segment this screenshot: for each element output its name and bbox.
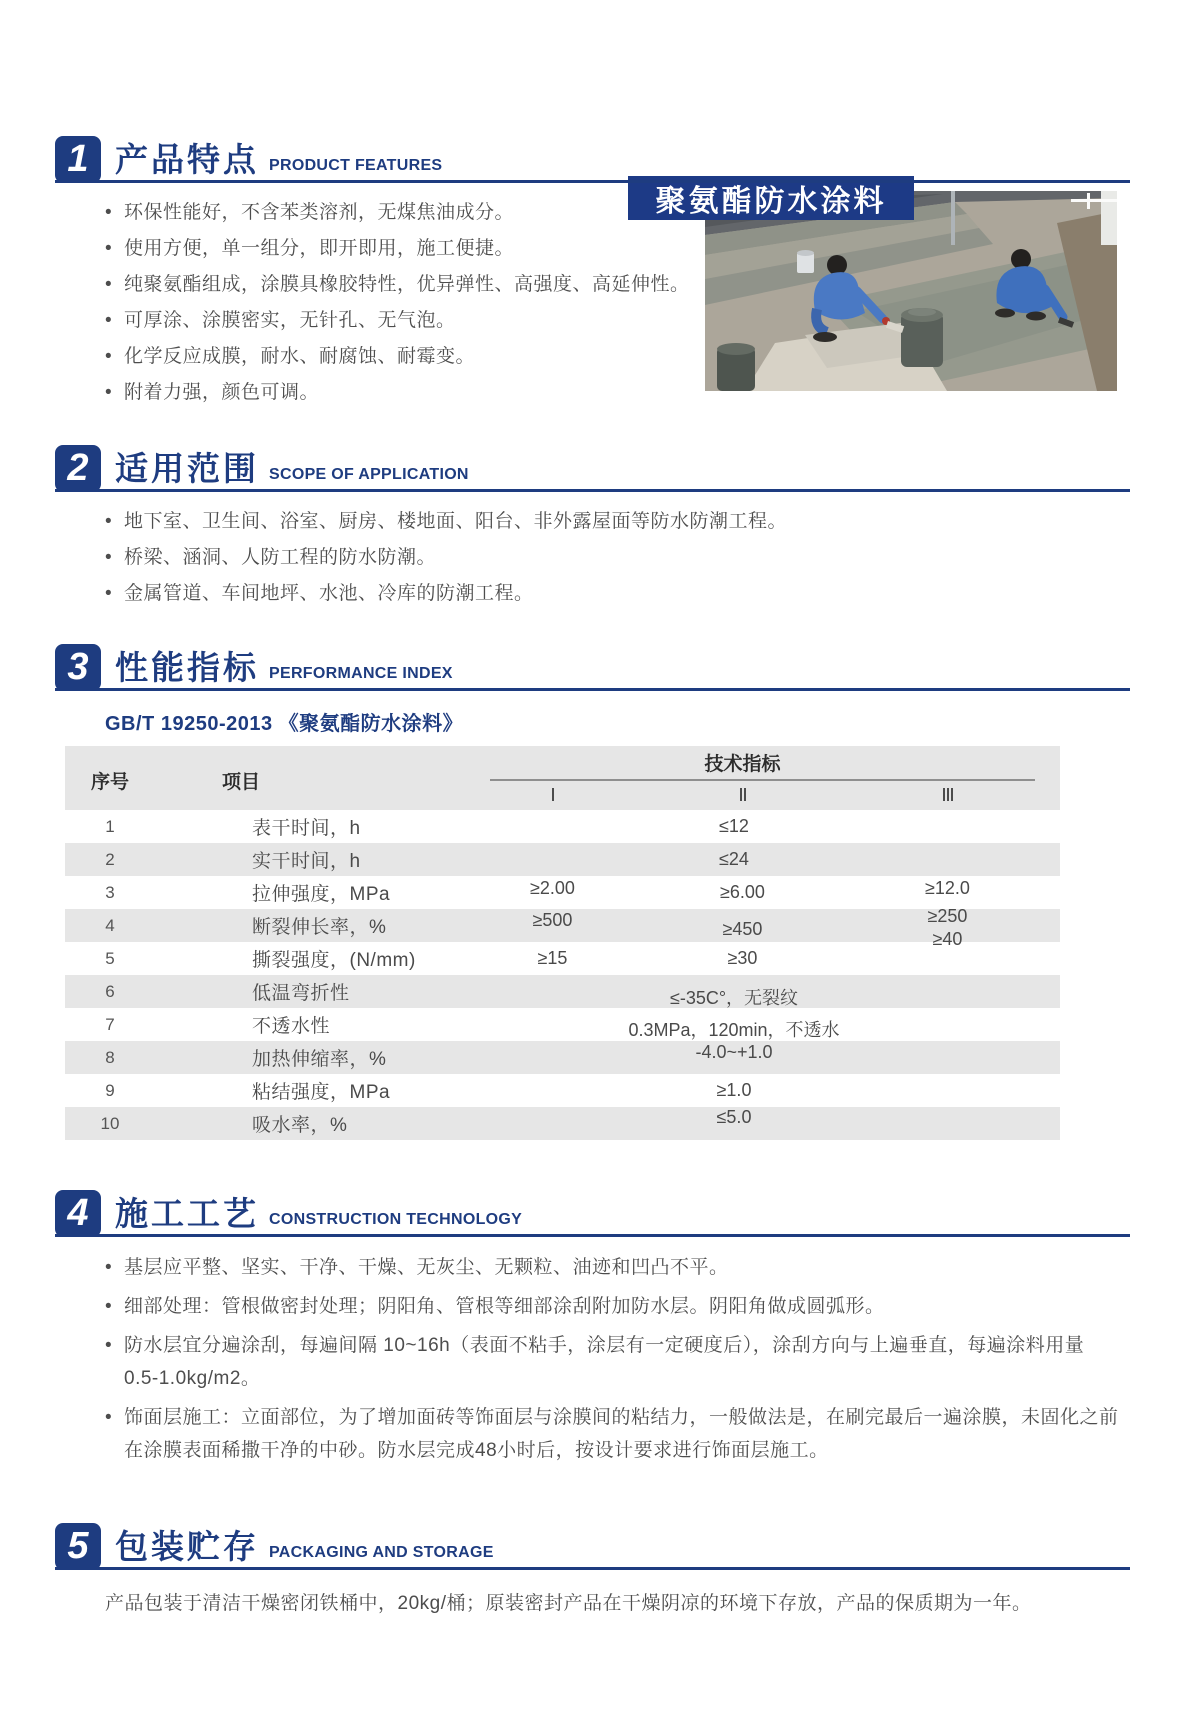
section5-number-badge: 5 xyxy=(55,1523,101,1570)
col-header-no: 序号 xyxy=(90,771,129,793)
section2-subtitle: SCOPE OF APPLICATION xyxy=(269,466,469,483)
row-value: ≥250 xyxy=(927,906,968,926)
row-value: ≥450 xyxy=(722,919,763,939)
construction-list xyxy=(55,1251,1130,1467)
feature-bullet: • 纯聚氨酯组成，涂膜具橡胶特性，优异弹性、高强度、高延伸性。 xyxy=(105,269,705,301)
row-value: ≥30 xyxy=(727,948,758,968)
row-no: 9 xyxy=(105,1080,115,1100)
table-row xyxy=(65,1041,1060,1074)
page-title: 聚氨酯防水涂料 xyxy=(628,176,914,220)
row-value: ≥1.0 xyxy=(716,1080,752,1100)
scope-list xyxy=(55,506,1130,610)
section3-title: 性能指标 xyxy=(115,649,259,686)
construction-bullet: • 基层应平整、坚实、干净、干燥、无灰尘、无颗粒、油迹和凹凸不平。 xyxy=(105,1251,1120,1284)
storage-description: 产品包装于清洁干燥密闭铁桶中，20kg/桶；原装密封产品在干燥阴凉的环境下存放，产品的保质期为一年。 xyxy=(105,1593,1032,1614)
row-no: 8 xyxy=(105,1047,115,1067)
subcol-2: II xyxy=(738,785,747,805)
row-no: 3 xyxy=(105,882,115,902)
standard-reference: GB/T 19250-2013 《聚氨酯防水涂料》 xyxy=(105,713,464,735)
section4-subtitle: CONSTRUCTION TECHNOLOGY xyxy=(269,1211,523,1228)
feature-bullet: • 环保性能好，不含苯类溶剂，无煤焦油成分。 xyxy=(105,197,705,229)
subcol-1: I xyxy=(550,785,555,805)
section4-header xyxy=(55,1182,1130,1237)
construction-bullet: • 饰面层施工：立面部位，为了增加面砖等饰面层与涂膜间的粘结力，一般做法是，在刷完最后一遍涂膜，未固化之前在涂膜表面稀撒干净的中砂。防水层完成48小时后，按设计要求进行饰面层施工。 xyxy=(105,1401,1120,1467)
row-item: 表干时间，h xyxy=(252,818,361,839)
feature-list xyxy=(55,197,705,413)
section3-number-badge: 3 xyxy=(55,644,101,691)
table-row xyxy=(65,810,1060,843)
section-performance xyxy=(55,636,1130,1140)
row-value: 0.3MPa，120min，不透水 xyxy=(628,1019,840,1040)
col-header-tech xyxy=(455,753,1060,807)
row-item: 加热伸缩率，% xyxy=(252,1049,387,1070)
section1-header xyxy=(55,128,1130,183)
table-row xyxy=(65,876,1060,909)
section3-subtitle: PERFORMANCE INDEX xyxy=(269,665,453,682)
feature-bullet: • 可厚涂、涂膜密实，无针孔、无气泡。 xyxy=(105,305,705,337)
section5-title: 包装贮存 xyxy=(115,1528,259,1565)
col-header-item: 项目 xyxy=(222,771,261,793)
row-no: 2 xyxy=(105,849,115,869)
row-item: 拉伸强度，MPa xyxy=(252,884,391,905)
row-value: ≥40 xyxy=(932,929,963,949)
coating-barrel xyxy=(901,308,943,367)
scope-bullet: • 金属管道、车间地坪、水池、冷库的防潮工程。 xyxy=(105,578,1130,610)
feature-bullet: • 化学反应成膜，耐水、耐腐蚀、耐霉变。 xyxy=(105,341,705,373)
feature-bullet: • 使用方便，单一组分，即开即用，施工便捷。 xyxy=(105,233,705,265)
row-value: ≤12 xyxy=(719,816,749,836)
table-row xyxy=(65,843,1060,876)
subcol-3: III xyxy=(941,785,954,805)
row-no: 7 xyxy=(105,1014,115,1034)
section5-subtitle: PACKAGING AND STORAGE xyxy=(269,1544,494,1561)
row-value: ≤-35C°，无裂纹 xyxy=(669,987,799,1008)
section3-header xyxy=(55,636,1130,691)
section1-title: 产品特点 xyxy=(115,141,259,178)
row-value: ≤24 xyxy=(719,849,749,869)
table-row xyxy=(65,1074,1060,1107)
scope-bullet: • 地下室、卫生间、浴室、厨房、楼地面、阳台、非外露屋面等防水防潮工程。 xyxy=(105,506,1130,538)
coating-barrel xyxy=(717,343,755,391)
section-scope xyxy=(55,437,1130,610)
row-item: 实干时间，h xyxy=(252,851,361,872)
table-row xyxy=(65,975,1060,1008)
row-item: 吸水率，% xyxy=(252,1115,348,1136)
scope-bullet: • 桥梁、涵洞、人防工程的防水防潮。 xyxy=(105,542,1130,574)
section2-number-badge: 2 xyxy=(55,445,101,492)
row-no: 4 xyxy=(105,915,115,935)
table-header xyxy=(65,746,1060,810)
performance-table xyxy=(65,746,1060,1140)
row-no: 5 xyxy=(105,948,115,968)
section2-header xyxy=(55,437,1130,492)
row-value: ≤5.0 xyxy=(716,1107,752,1127)
row-item: 撕裂强度，(N/mm) xyxy=(252,950,416,971)
rooftop-coating-photo xyxy=(705,191,1117,391)
section-construction xyxy=(55,1182,1130,1467)
section1-subtitle: PRODUCT FEATURES xyxy=(269,157,443,174)
row-value: -4.0~+1.0 xyxy=(695,1042,773,1062)
construction-bullet: • 防水层宜分遍涂刮，每遍间隔 10~16h（表面不粘手，涂层有一定硬度后），涂刮方向与上遍垂直，每遍涂料用量 0.5-1.0kg/m2。 xyxy=(105,1329,1120,1395)
construction-bullet: • 细部处理：管根做密封处理；阴阳角、管根等细部涂刮附加防水层。阴阳角做成圆弧形。 xyxy=(105,1290,1120,1323)
row-value: ≥6.00 xyxy=(720,882,765,902)
row-value: ≥15 xyxy=(537,948,568,968)
section5-header xyxy=(55,1515,1130,1570)
row-item: 粘结强度，MPa xyxy=(252,1082,391,1103)
tech-header-rule xyxy=(490,779,1035,781)
section4-title: 施工工艺 xyxy=(115,1195,259,1232)
row-no: 1 xyxy=(105,816,115,836)
row-item: 低温弯折性 xyxy=(252,983,350,1004)
row-item: 断裂伸长率，% xyxy=(252,917,387,938)
row-item: 不透水性 xyxy=(252,1016,331,1037)
feature-bullet: • 附着力强，颜色可调。 xyxy=(105,377,705,409)
section-packaging xyxy=(55,1515,1130,1615)
row-no: 6 xyxy=(105,981,115,1001)
section2-title: 适用范围 xyxy=(115,450,259,487)
row-value: ≥2.00 xyxy=(530,878,575,898)
row-no: 10 xyxy=(100,1113,120,1133)
row-value: ≥12.0 xyxy=(925,878,970,898)
section1-number-badge: 1 xyxy=(55,136,101,183)
table-row xyxy=(65,1008,1060,1041)
section4-number-badge: 4 xyxy=(55,1190,101,1237)
tech-index-label: 技术指标 xyxy=(704,754,781,775)
table-row xyxy=(65,1107,1060,1140)
section-product-features xyxy=(55,128,1130,413)
row-value: ≥500 xyxy=(532,910,573,930)
